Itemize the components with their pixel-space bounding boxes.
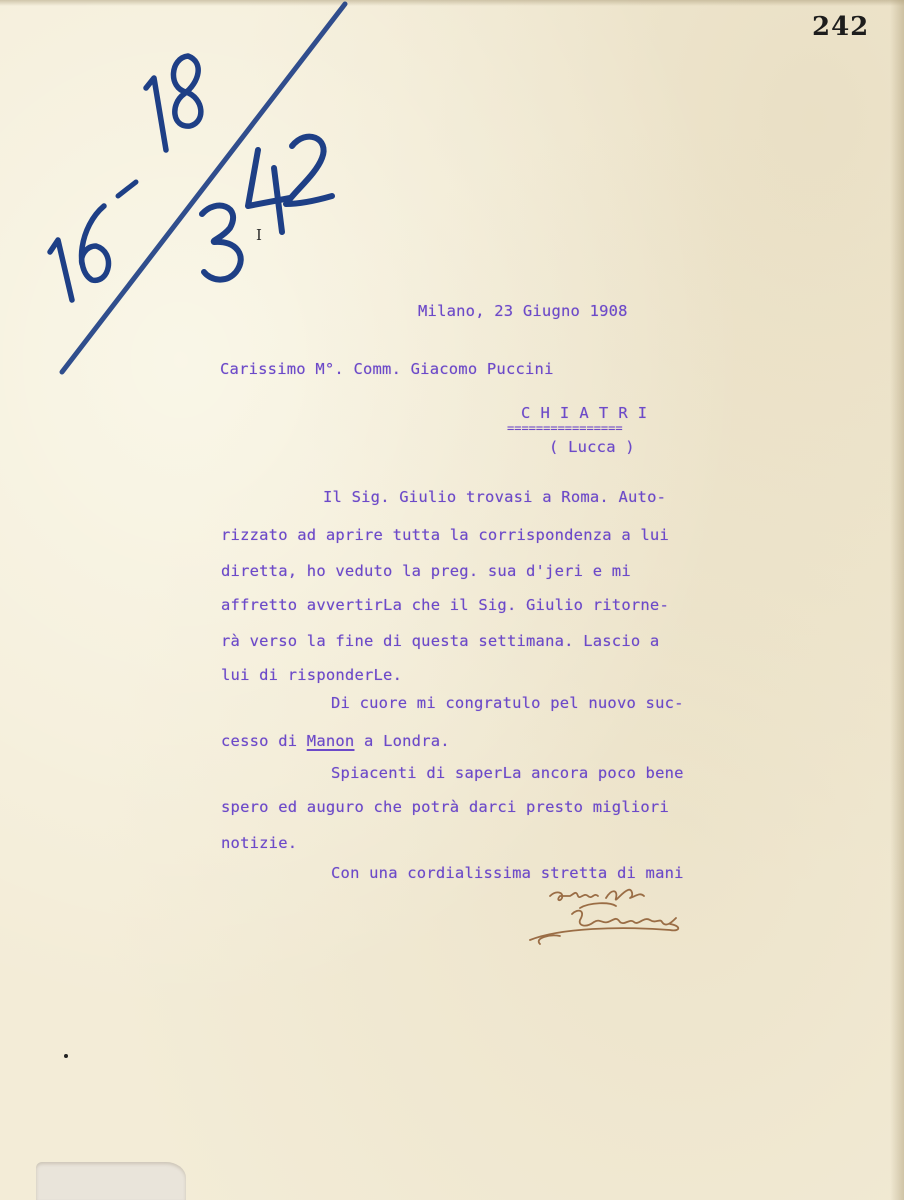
para3-line-1: Spiacenti di saperLa ancora poco bene	[331, 764, 684, 782]
pencil-number-18	[146, 56, 201, 150]
body-line-4: affretto avvertirLa che il Sig. Giulio ritorne-	[221, 596, 669, 614]
pencil-number-16	[50, 206, 108, 300]
body-line-2: rizzato ad aprire tutta la corrispondenza a lui	[221, 526, 669, 544]
body-line-3: diretta, ho veduto la preg. sua d'jeri e mi	[221, 562, 631, 580]
place-name: C H I A T R I	[521, 404, 648, 422]
para3-line-3: notizie.	[221, 834, 298, 852]
pencil-number-342	[202, 137, 332, 280]
para2-line-2	[221, 732, 450, 750]
place-underline: ================	[507, 421, 623, 435]
body-line-6: lui di risponderLe.	[221, 666, 403, 684]
recipient-line: Carissimo M°. Comm. Giacomo Puccini	[220, 360, 554, 378]
body-line-5: rà verso la fine di questa settimana. Lascio a	[221, 632, 660, 650]
para2-line-1: Di cuore mi congratulo pel nuovo suc-	[331, 694, 684, 712]
date-line: Milano, 23 Giugno 1908	[418, 302, 628, 320]
para2-line-2-after: a Londra.	[354, 732, 450, 750]
small-roman-mark: I	[256, 226, 262, 244]
folio-number: 242	[812, 12, 870, 42]
para2-line-2-before: cesso di	[221, 732, 307, 750]
province-line: ( Lucca )	[549, 438, 635, 456]
body-line-1: Il Sig. Giulio trovasi a Roma. Auto-	[323, 488, 667, 506]
ink-speck	[64, 1054, 68, 1058]
torn-corner	[36, 1162, 186, 1200]
handwritten-signature	[520, 878, 690, 948]
pencil-dash	[118, 182, 136, 196]
closing-line: Con una cordialissima stretta di mani	[331, 864, 684, 882]
opera-title-manon: Manon	[306, 732, 355, 750]
para3-line-2: spero ed auguro che potrà darci presto migliori	[221, 798, 669, 816]
